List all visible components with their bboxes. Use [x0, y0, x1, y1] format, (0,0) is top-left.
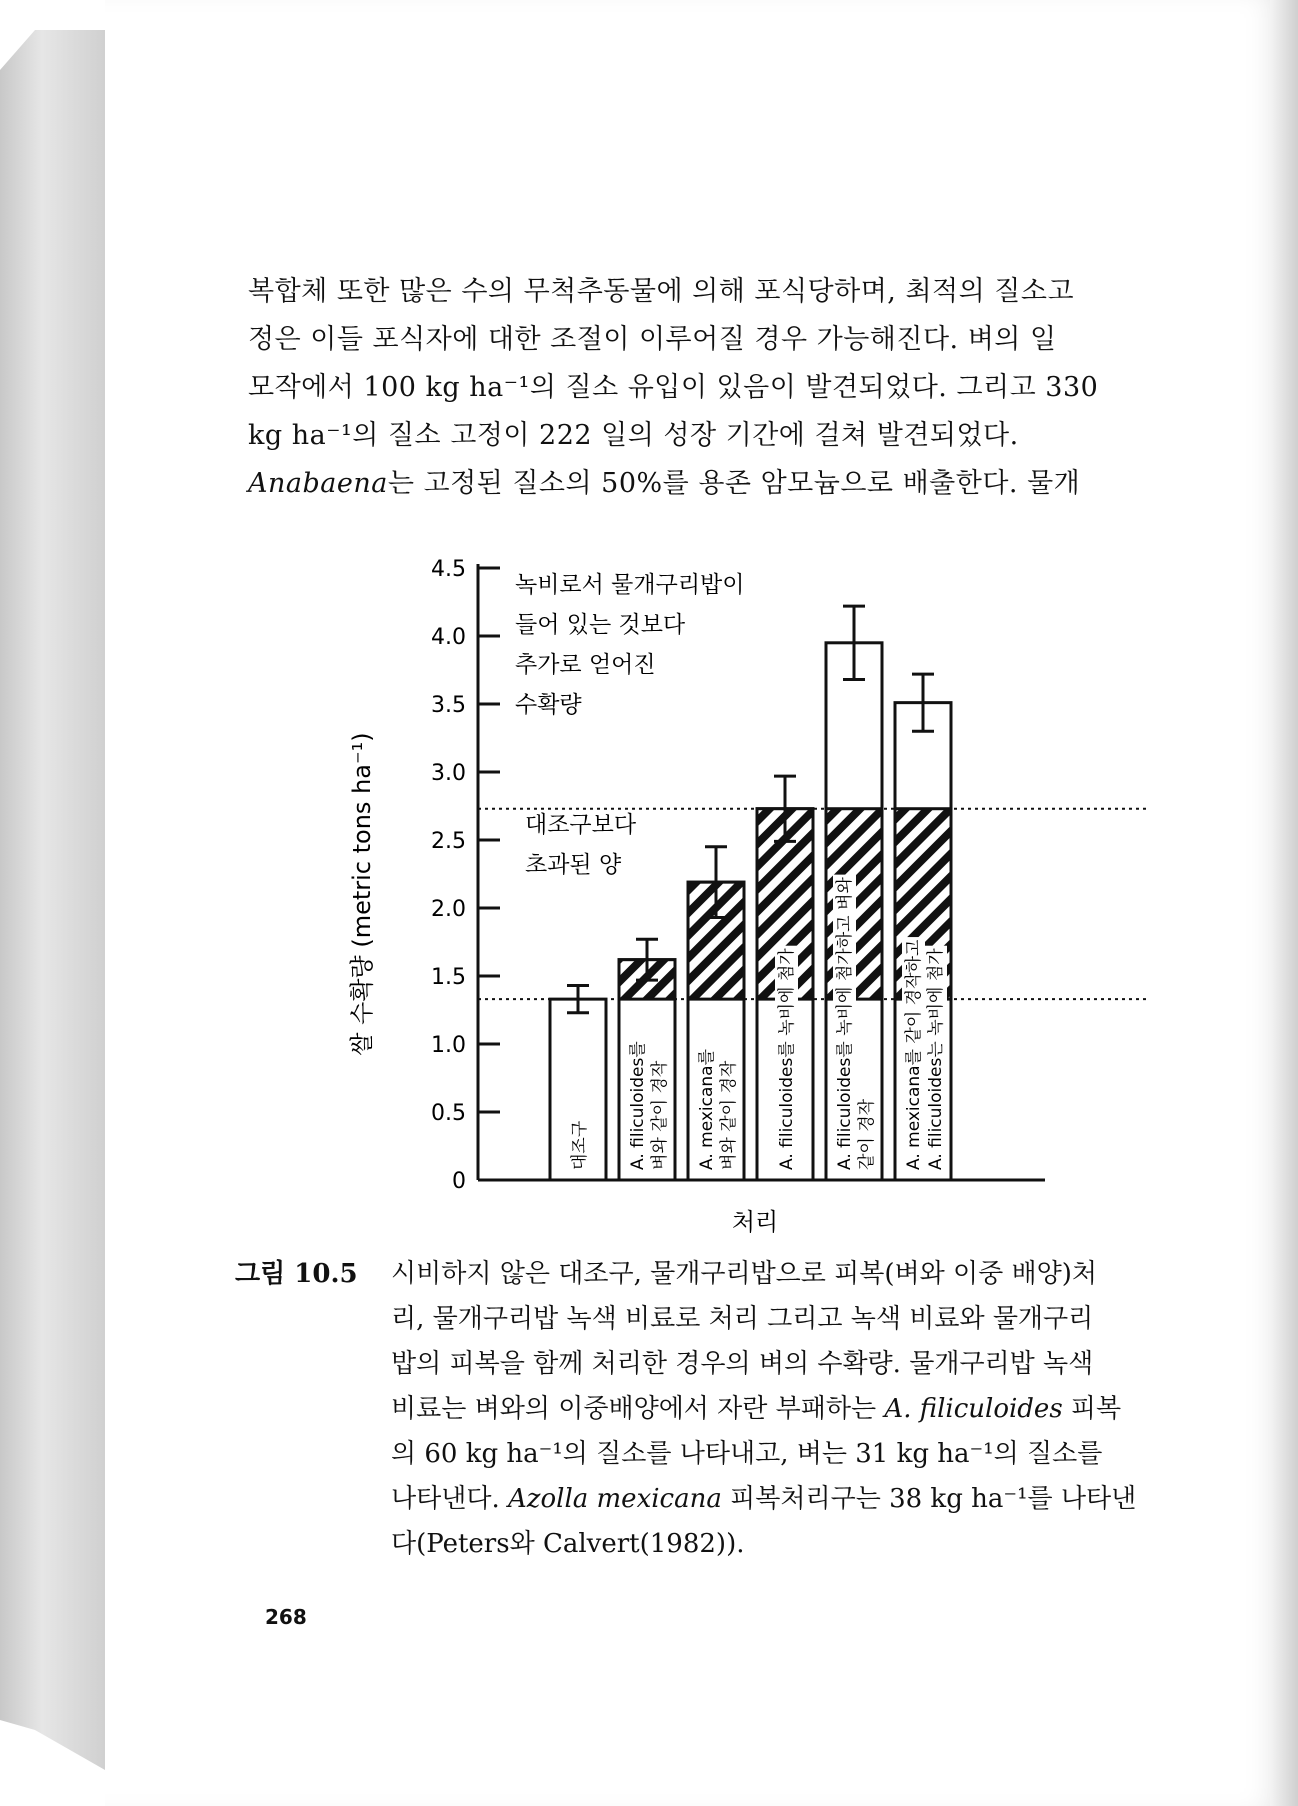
book-spine [0, 30, 105, 1770]
y-tick-label: 0.5 [431, 1101, 466, 1126]
annotation-top-line: 녹비로서 물개구리밥이 [515, 572, 745, 598]
body-line-rest: 는 고정된 질소의 50%를 용존 암모늄으로 배출한다. 물개 [387, 468, 1081, 499]
caption-line-part: 나타낸다. [391, 1484, 508, 1514]
category-label: 같이 경작 [857, 1098, 877, 1170]
category-label: A. filiculoides를 [628, 1041, 648, 1170]
y-tick-label: 2.0 [431, 897, 466, 922]
species-term: A. filiculoides [884, 1394, 1063, 1424]
caption-line-part: 피복처리구는 38 kg ha⁻¹를 나타낸 [721, 1484, 1137, 1514]
category-label: A. mexicana를 같이 경작하고 [904, 939, 924, 1170]
y-axis-label: 쌀 수확량 (metric tons ha⁻¹) [348, 732, 376, 1056]
category-label: A. mexicana를 [697, 1048, 717, 1170]
y-tick-label: 4.0 [431, 625, 466, 650]
category-label: A. filiculoides를 녹비에 첨가하고 벼와 [835, 877, 855, 1170]
caption-line-part: 비료는 벼와의 이중배양에서 자란 부패하는 [391, 1394, 885, 1424]
body-line: 복합체 또한 많은 수의 무척추동물에 의해 포식당하며, 최적의 질소고 [248, 276, 1075, 307]
y-tick-label: 1.0 [431, 1033, 466, 1058]
anabaena-term: Anabaena [248, 468, 388, 499]
annotation-mid-line: 대조구보다 [525, 812, 637, 838]
caption-line: 시비하지 않은 대조구, 물개구리밥으로 피복(벼와 이중 배양)처 [391, 1259, 1098, 1289]
body-paragraph [248, 268, 1258, 508]
body-line: 정은 이들 포식자에 대한 조절이 이루어질 경우 가능해진다. 벼의 일 [248, 324, 1057, 355]
y-tick-label: 2.5 [431, 829, 466, 854]
book-page [105, 0, 1298, 1806]
caption-label: 그림 10.5 [235, 1259, 358, 1289]
category-label: 벼와 같이 경작 [650, 1060, 670, 1170]
category-label: A. filiculoides는 녹비에 첨가 [926, 948, 946, 1170]
figure-10-5 [105, 540, 1298, 1240]
y-tick-label: 0 [452, 1169, 466, 1194]
y-tick-label: 4.5 [431, 557, 466, 582]
annotation-top-line: 들어 있는 것보다 [515, 612, 686, 638]
caption-line: 의 60 kg ha⁻¹의 질소를 나타내고, 벼는 31 kg ha⁻¹의 질소를 [391, 1439, 1103, 1469]
annotation-top-line: 수확량 [515, 692, 582, 718]
caption-line: 리, 물개구리밥 녹색 비료로 처리 그리고 녹색 비료와 물개구리 [391, 1304, 1094, 1334]
caption-text [391, 1252, 1261, 1567]
page-number: 268 [265, 1605, 307, 1629]
species-term: Azolla mexicana [508, 1484, 722, 1514]
body-line: kg ha⁻¹의 질소 고정이 222 일의 성장 기간에 걸쳐 발견되었다. [248, 420, 1019, 451]
body-line: 모작에서 100 kg ha⁻¹의 질소 유입이 있음이 발견되었다. 그리고 330 [248, 372, 1099, 403]
category-label: 벼와 같이 경작 [719, 1060, 739, 1170]
y-tick-label: 1.5 [431, 965, 466, 990]
x-axis-label: 처리 [731, 1208, 779, 1236]
y-tick-label: 3.0 [431, 761, 466, 786]
annotation-mid-line: 초과된 양 [525, 852, 622, 878]
caption-line: 밥의 피복을 함께 처리한 경우의 벼의 수확량. 물개구리밥 녹색 [391, 1349, 1094, 1379]
caption-line [391, 1387, 1261, 1432]
y-tick-label: 3.5 [431, 693, 466, 718]
caption-line: 다(Peters와 Calvert(1982)). [391, 1529, 745, 1559]
category-label: 대조구 [570, 1120, 590, 1170]
category-label: A. filiculoides를 녹비에 첨가 [777, 948, 797, 1170]
annotation-top-line: 추가로 얻어진 [515, 652, 656, 678]
caption-line-part: 피복 [1062, 1394, 1122, 1424]
rice-yield-chart [105, 540, 1298, 1240]
body-line-last [248, 460, 1258, 508]
caption-line [391, 1477, 1261, 1522]
